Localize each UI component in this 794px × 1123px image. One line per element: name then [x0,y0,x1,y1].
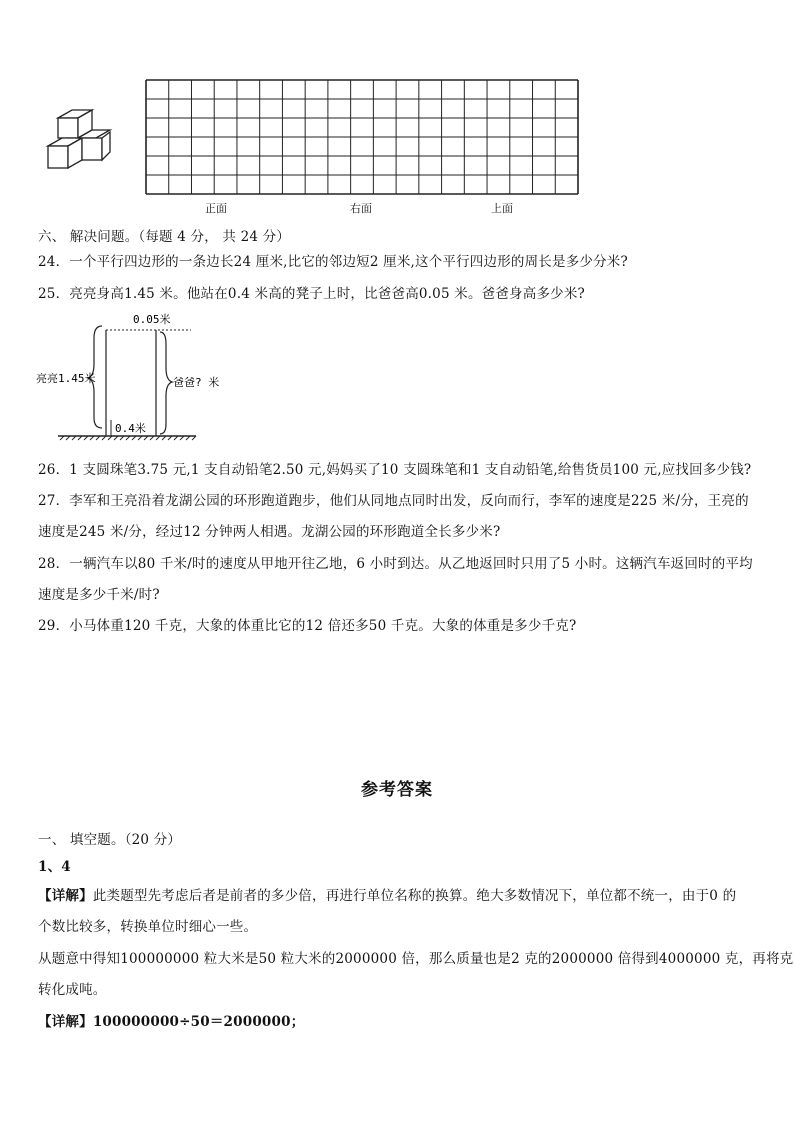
detail-2-line2: 转化成吨。 [38,982,107,998]
detail-1-line2: 个数比较多，转换单位时细心一些。 [38,919,258,935]
question-27-line1: 27．李军和王亮沿着龙湖公园的环形跑道跑步，他们从同地点同时出发，反向而行，李军的速度是225 米/分，王亮的 [38,493,749,509]
label-front-view: 正面 [205,202,227,215]
diagram-label-left: 亮亮1.45米 [36,372,96,385]
section6-heading: 六、 解决问题。（每题 4 分， 共 24 分） [38,229,291,245]
answers-section1-heading: 一、 填空题。（20 分） [38,832,182,848]
detail-3-text: 100000000÷50＝2000000； [92,1014,305,1030]
question-27-line2: 速度是245 米/分，经过12 分钟两人相遇。龙湖公园的环形跑道全长多少米? [38,524,501,540]
question-29: 29．小马体重120 千克，大象的体重比它的12 倍还多50 千克。大象的体重是多少千克? [38,618,577,634]
detail-1-text: 此类题型先考虑后者是前者的多少倍，再进行单位名称的换算。绝大多数情况下，单位都不统一，由于0 的 [92,888,737,904]
detail-1-line1 [38,884,736,904]
diagram-label-bottom: 0.4米 [115,422,146,435]
detail-2-line1: 从题意中得知100000000 粒大米是50 粒大米的2000000 倍，那么质量也是2 克的2000000 倍得到4000000 克，再将克 [38,951,794,967]
drawing-grid [144,78,580,196]
answer-item-1: 1、4 [38,859,71,875]
question-28-line2: 速度是多少千米/时? [38,587,160,603]
height-diagram [36,308,220,440]
question-28-line1: 28．一辆汽车以80 千米/时的速度从甲地开往乙地，6 小时到达。从乙地返回时只用了5 小时。这辆汽车返回时的平均 [38,556,753,572]
question-24: 24．一个平行四边形的一条边长24 厘米,比它的邻边短2 厘米,这个平行四边形的周长是多少分米? [38,254,628,270]
cube-stack-figure [44,108,114,174]
question-25: 25．亮亮身高1.45 米。他站在0.4 米高的凳子上时，比爸爸高0.05 米。爸爸身高多少米? [38,286,585,302]
answers-title: 参考答案 [361,780,433,800]
diagram-label-top: 0.05米 [133,313,171,326]
detail-3 [38,1010,304,1030]
detail-tag: 【详解】 [38,1014,93,1030]
diagram-label-right: 爸爸? 米 [173,376,220,389]
question-26: 26．1 支圆珠笔3.75 元,1 支自动铅笔2.50 元,妈妈买了10 支圆珠笔和1 支自动铅笔,给售货员100 元,应找回多少钱? [38,462,752,478]
label-right-view: 右面 [350,202,372,215]
detail-tag: 【详解】 [38,888,93,904]
label-top-view: 上面 [491,202,513,215]
